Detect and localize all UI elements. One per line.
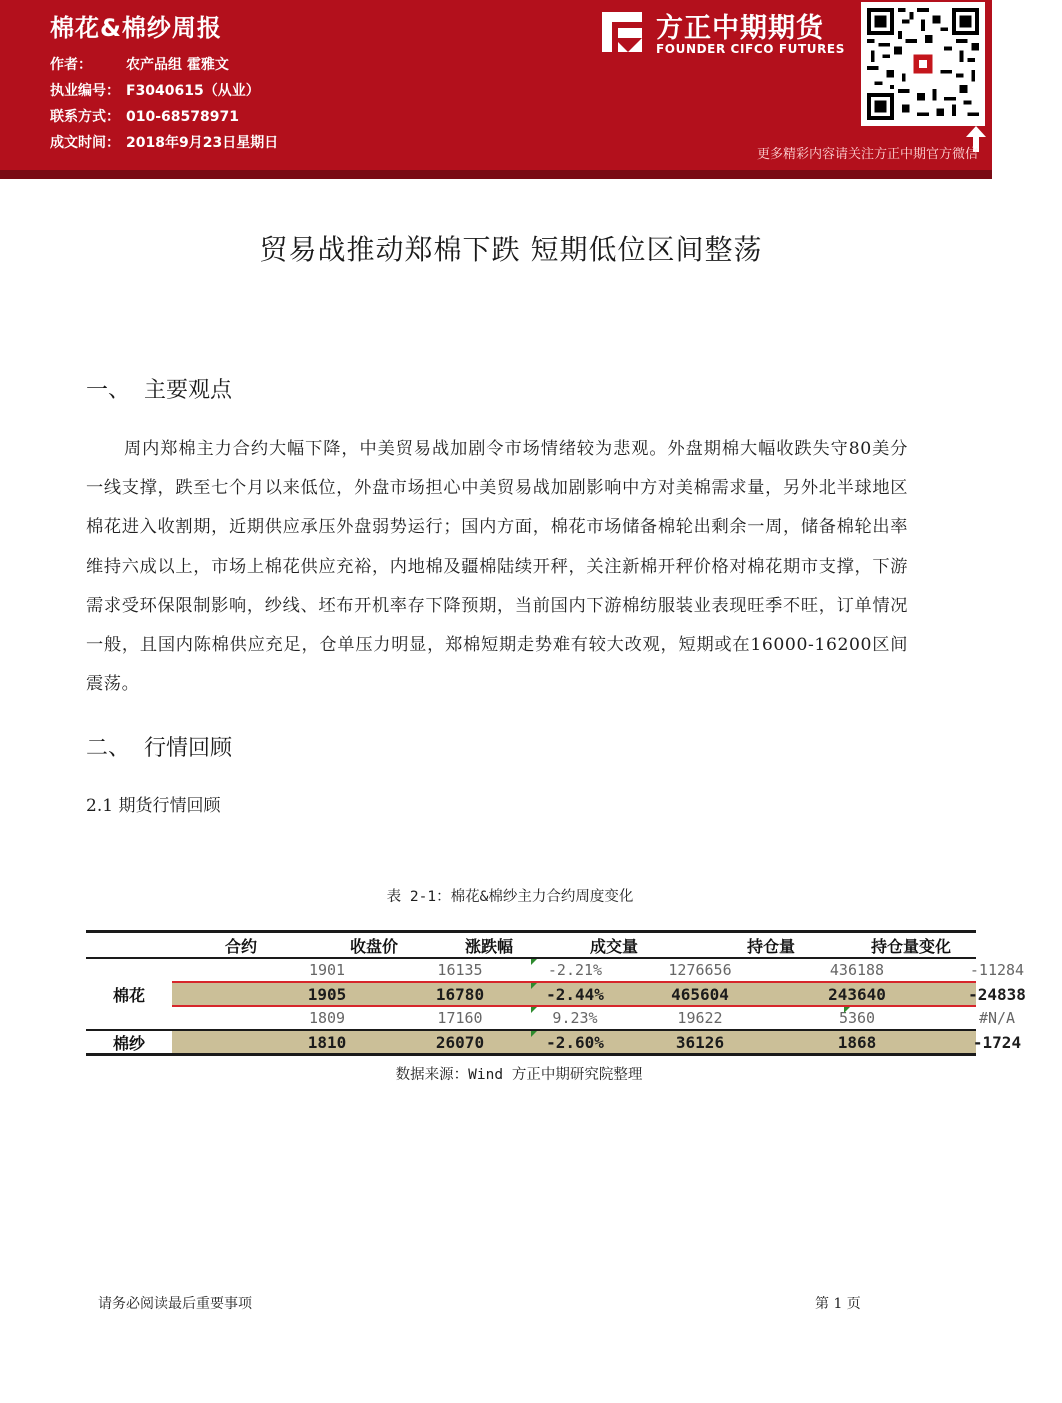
cell-close: 16135 bbox=[437, 961, 483, 979]
group-label-yarn: 棉纱 bbox=[112, 1034, 145, 1053]
cell-close: 16780 bbox=[435, 985, 485, 1004]
cell-close: 17160 bbox=[437, 1009, 483, 1027]
cell-volume: 36126 bbox=[675, 1033, 725, 1052]
report-type-title: 棉花&棉纱周报 bbox=[50, 14, 222, 42]
logo-english-name: FOUNDER CIFCO FUTURES bbox=[656, 42, 845, 56]
section-title: 行情回顾 bbox=[144, 736, 233, 761]
cell-flag-icon bbox=[844, 1007, 850, 1013]
page-number: 第 1 页 bbox=[815, 1296, 861, 1312]
logo-chinese-name: 方正中期期货 bbox=[656, 13, 824, 44]
cell-open-interest: 5360 bbox=[838, 1009, 876, 1027]
cell-change-pct: -2.21% bbox=[547, 961, 603, 979]
cell-flag-icon bbox=[531, 1031, 537, 1037]
company-logo bbox=[598, 6, 850, 62]
table-row bbox=[172, 983, 1026, 1006]
license-value: F3040615（从业） bbox=[126, 83, 260, 99]
date-line bbox=[50, 132, 278, 152]
contact-value: 010-68578971 bbox=[126, 109, 239, 125]
section-number: 一、 bbox=[86, 378, 131, 403]
author-value: 农产品组 霍雅文 bbox=[126, 57, 229, 73]
cell-oi-change: -24838 bbox=[968, 985, 1026, 1004]
main-views-paragraph: 周内郑棉主力合约大幅下降，中美贸易战加剧令市场情绪较为悲观。外盘期棉大幅收跌失守80美分一线支撑，跌至七个月以来低位，外盘市场担心中美贸易战加剧影响中方对美棉需求量，另外北半球地区棉花进入收割期，近期供应承压外盘弱势运行；国内方面，棉花市场储备棉轮出剩余一周，储备棉轮出率维持六成以上，市场上棉花供应充裕，内地棉及疆棉陆续开秤，关注新棉开秤价格对棉花期市支撑，下游需求受环保限制影响，纱线、坯布开机率存下降预期，当前国内下游棉纺服装业表现旺季不旺，订单情况一般，且国内陈棉供应充足，仓单压力明显，郑棉短期走势难有较大改观，短期或在16000-16200区间震荡。 bbox=[86, 439, 908, 695]
follow-wechat-text: 更多精彩内容请关注方正中期官方微信 bbox=[756, 147, 978, 162]
column-header: 持仓量变化 bbox=[870, 937, 951, 956]
data-source-note: 数据来源：Wind 方正中期研究院整理 bbox=[395, 1067, 643, 1083]
table-top-rule bbox=[86, 930, 976, 933]
section-title: 主要观点 bbox=[144, 378, 233, 403]
cell-change-pct: -2.44% bbox=[546, 985, 604, 1004]
date-label: 成文时间： bbox=[50, 135, 120, 151]
column-header: 成交量 bbox=[589, 937, 638, 956]
cell-close: 26070 bbox=[435, 1033, 485, 1052]
column-header: 合约 bbox=[224, 937, 257, 956]
cell-open-interest: 1868 bbox=[837, 1033, 877, 1052]
cell-contract: 1901 bbox=[308, 961, 346, 979]
cell-oi-change: #N/A bbox=[978, 1009, 1016, 1027]
table-caption: 表 2-1：棉花&棉纱主力合约周度变化 bbox=[386, 889, 634, 905]
cell-volume: 19622 bbox=[677, 1009, 723, 1027]
author-line bbox=[50, 54, 229, 74]
cell-contract: 1809 bbox=[308, 1009, 346, 1027]
table-row bbox=[172, 959, 1025, 982]
cell-contract: 1905 bbox=[307, 985, 347, 1004]
header-stripe bbox=[0, 170, 992, 179]
group-label-cotton: 棉花 bbox=[112, 986, 145, 1005]
document-title: 贸易战推动郑棉下跌 短期低位区间整荡 bbox=[259, 233, 763, 266]
column-header: 收盘价 bbox=[349, 937, 398, 956]
author-label: 作者： bbox=[50, 57, 92, 73]
table-row bbox=[172, 1007, 1016, 1030]
cell-change-pct: -2.60% bbox=[546, 1033, 604, 1052]
cell-oi-change: -11284 bbox=[969, 961, 1025, 979]
cell-contract: 1810 bbox=[307, 1033, 347, 1052]
column-header: 涨跌幅 bbox=[464, 937, 513, 956]
wechat-qr-code bbox=[861, 2, 985, 126]
subsection-heading-futures-review: 2.1 期货行情回顾 bbox=[86, 796, 221, 816]
column-header: 持仓量 bbox=[746, 937, 795, 956]
table-row bbox=[172, 1031, 1022, 1054]
contact-line bbox=[50, 106, 239, 126]
section-number: 二、 bbox=[86, 736, 131, 761]
license-label: 执业编号： bbox=[50, 83, 120, 99]
table-header-row bbox=[86, 934, 976, 957]
footer-notice: 请务必阅读最后重要事项 bbox=[98, 1296, 252, 1312]
cell-open-interest: 243640 bbox=[828, 985, 886, 1004]
cell-volume: 1276656 bbox=[668, 961, 732, 979]
section-heading-market-review bbox=[86, 731, 232, 762]
qr-code-icon bbox=[867, 8, 979, 120]
cell-oi-change: -1724 bbox=[972, 1033, 1022, 1052]
cell-volume: 465604 bbox=[671, 985, 729, 1004]
logo-mark-icon bbox=[598, 8, 646, 56]
cell-change-pct: 9.23% bbox=[552, 1009, 598, 1027]
cell-open-interest: 436188 bbox=[829, 961, 885, 979]
cell-flag-icon bbox=[531, 983, 537, 989]
license-line bbox=[50, 80, 260, 100]
cell-flag-icon bbox=[531, 1007, 537, 1013]
contact-label: 联系方式： bbox=[50, 109, 120, 125]
cell-flag-icon bbox=[531, 959, 537, 965]
table-bottom-rule bbox=[86, 1053, 976, 1056]
section-heading-main-views bbox=[86, 373, 232, 404]
date-value: 2018年9月23日星期日 bbox=[126, 135, 279, 151]
